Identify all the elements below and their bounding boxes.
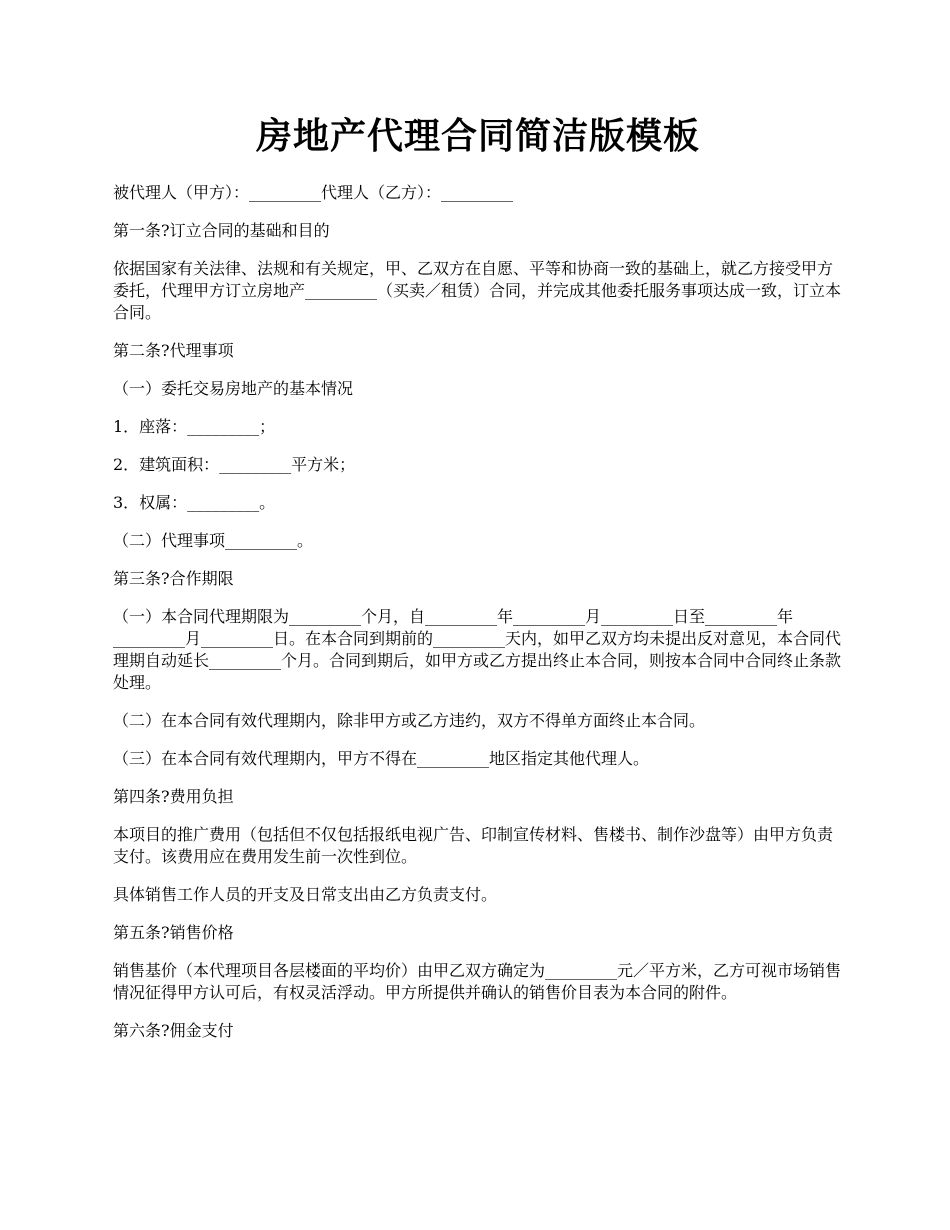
article-3-section-2: （二）在本合同有效代理期内，除非甲方或乙方违约，双方不得单方面终止本合同。 <box>113 711 706 730</box>
article-3-section-3: （三）在本合同有效代理期内，甲方不得在_________地区指定其他代理人。 <box>113 749 650 768</box>
article-3-heading: 第三条?合作期限 <box>113 569 234 588</box>
article-4-body-2: 具体销售工作人员的开支及日常支出由乙方负责支付。 <box>113 885 498 904</box>
article-1-body: 依据国家有关法律、法规和有关规定，甲、乙双方在自愿、平等和协商一致的基础上，就乙方接受甲方委托，代理甲方订立房地产_________（买卖／租赁）合同，并完成其他委托服务事项达成一致，订立本合同。 <box>113 259 842 322</box>
article-2-section-1: （一）委托交易房地产的基本情况 <box>113 379 354 398</box>
document-title: 房地产代理合同简洁版模板 <box>255 115 700 157</box>
article-2-item-location: 1．座落：_________； <box>113 417 276 436</box>
article-4-body-1: 本项目的推广费用（包括但不仅包括报纸电视广告、印制宣传材料、售楼书、制作沙盘等）由甲方负责支付。该费用应在费用发生前一次性到位。 <box>113 825 834 866</box>
article-5-heading: 第五条?销售价格 <box>113 923 234 942</box>
article-5-body: 销售基价（本代理项目各层楼面的平均价）由甲乙双方确定为_________元／平方米，乙方可视市场销售情况征得甲方认可后，有权灵活浮动。甲方所提供并确认的销售价目表为本合同的附件。 <box>113 961 842 1002</box>
article-2-section-2: （二）代理事项_________。 <box>113 531 314 550</box>
article-2-heading: 第二条?代理事项 <box>113 341 234 360</box>
article-2-item-area: 2．建筑面积：_________平方米； <box>113 455 356 474</box>
article-3-section-1: （一）本合同代理期限为_________个月，自_________年_________月_________日至_________年_________月_________日。在本合同到期前的_________天内，如甲乙双方均未提出反对意见，本合同代理期自动延长_________个月。合同到期后，如甲方或乙方提出终止本合同，则按本合同中合同终止条款处理。 <box>113 607 842 692</box>
contract-page <box>113 108 843 1058</box>
article-4-heading: 第四条?费用负担 <box>113 787 234 806</box>
article-6-heading: 第六条?佣金支付 <box>113 1021 234 1040</box>
parties-line: 被代理人（甲方）：_________代理人（乙方）：_________ <box>113 183 514 202</box>
article-2-item-ownership: 3．权属：_________。 <box>113 493 276 512</box>
article-1-heading: 第一条?订立合同的基础和目的 <box>113 221 330 240</box>
